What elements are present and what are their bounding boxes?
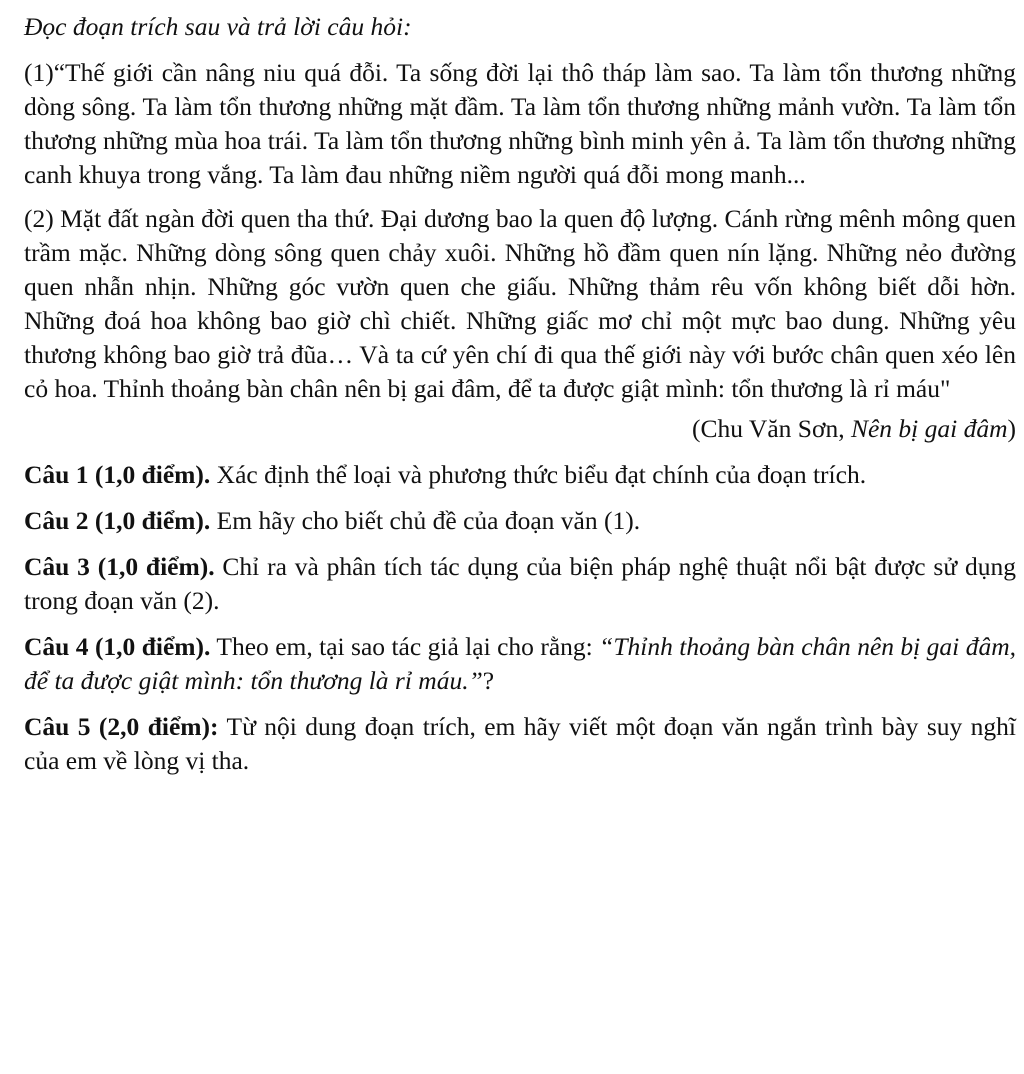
question-4-label: Câu 4 (1,0 điểm).: [24, 632, 211, 661]
question-1-text: Xác định thể loại và phương thức biểu đạt chính của đoạn trích.: [210, 460, 867, 489]
question-2: [24, 504, 1016, 538]
source-close: ): [1007, 414, 1016, 443]
question-5-label: Câu 5 (2,0 điểm):: [24, 712, 219, 741]
source-citation: [24, 412, 1016, 446]
question-2-text: Em hãy cho biết chủ đề của đoạn văn (1).: [210, 506, 641, 535]
question-4-end: ?: [482, 666, 495, 695]
question-5-text: Từ nội dung đoạn trích, em hãy viết một đoạn văn ngắn trình bày suy nghĩ của em về lòng vị tha.: [24, 712, 1016, 775]
source-work-title: Nên bị gai đâm: [850, 414, 1008, 443]
question-5: [24, 710, 1016, 778]
passage-paragraph-1: (1)“Thế giới cần nâng niu quá đỗi. Ta sống đời lại thô tháp làm sao. Ta làm tổn thương những dòng sông. Ta làm tổn thương những mặt đầm. Ta làm tổn thương những mảnh vườn. Ta làm tổn thương những mùa hoa trái. Ta làm tổn thương những bình minh yên ả. Ta làm tổn thương những canh khuya trong vắng. Ta làm đau những niềm người quá đỗi mong manh...: [24, 58, 1016, 189]
question-1-label: Câu 1 (1,0 điểm).: [24, 460, 211, 489]
passage-paragraph-2: (2) Mặt đất ngàn đời quen tha thứ. Đại dương bao la quen độ lượng. Cánh rừng mênh mông quen trầm mặc. Những dòng sông quen chảy xuôi. Những hồ đầm quen nín lặng. Những nẻo đường quen nhẫn nhịn. Những góc vườn quen che giấu. Những thảm rêu vốn không biết dỗi hờn. Những đoá hoa không bao giờ chì chiết. Những giấc mơ chỉ một mực bao dung. Những yêu thương không bao giờ trả đũa… Và ta cứ yên chí đi qua thế giới này với bước chân quen xéo lên cỏ hoa. Thỉnh thoảng bàn chân nên bị gai đâm, để ta được giật mình: tổn thương là rỉ máu": [24, 204, 1016, 403]
question-4: [24, 630, 1016, 698]
instruction: Đọc đoạn trích sau và trả lời câu hỏi:: [24, 12, 412, 41]
question-3-text: Chỉ ra và phân tích tác dụng của biện pháp nghệ thuật nổi bật được sử dụng trong đoạn văn (2).: [24, 552, 1016, 615]
question-4-text: Theo em, tại sao tác giả lại cho rằng:: [210, 632, 600, 661]
question-1: [24, 458, 1016, 492]
question-2-label: Câu 2 (1,0 điểm).: [24, 506, 211, 535]
question-3-label: Câu 3 (1,0 điểm).: [24, 552, 215, 581]
question-4-quote: “Thỉnh thoảng bàn chân nên bị gai đâm, để ta được giật mình: tổn thương là rỉ máu.”: [24, 632, 1016, 695]
source-author: (Chu Văn Sơn,: [692, 414, 851, 443]
question-3: [24, 550, 1016, 618]
